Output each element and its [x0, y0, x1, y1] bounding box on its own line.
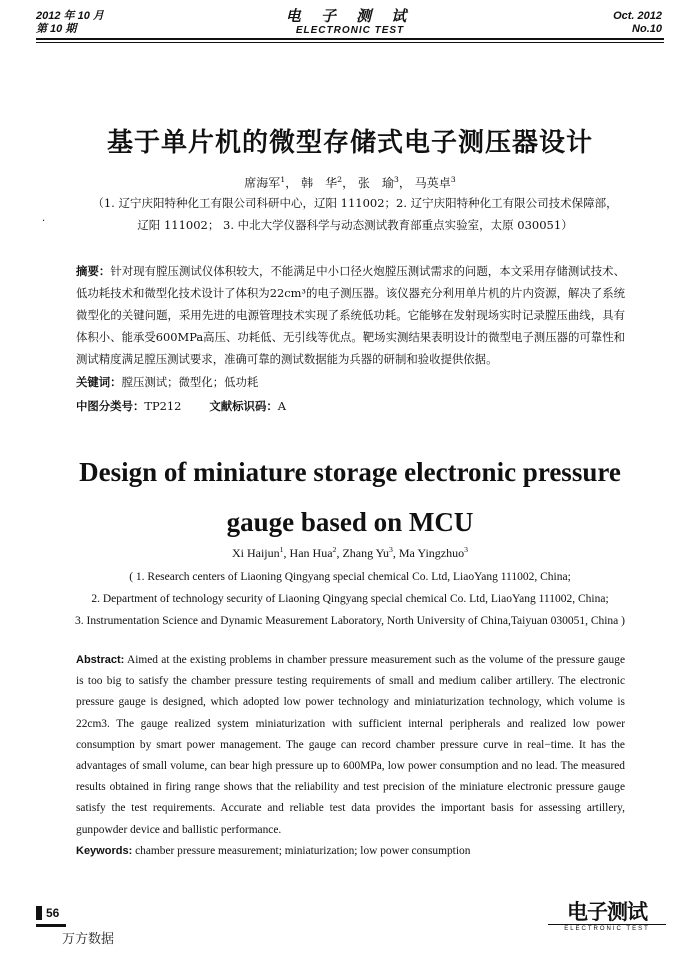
cn-abstract: [76, 260, 625, 370]
header-rule-thin: [36, 42, 664, 43]
en-title: [0, 452, 700, 542]
page-number: 56: [36, 906, 59, 920]
journal-logo-en: ELECTRONIC TEST: [548, 924, 666, 933]
author-sup: 3: [464, 545, 469, 554]
header-date-line: 2012 年 10 月: [36, 10, 104, 22]
en-abstract-text: Aimed at the existing problems in chamber pressure measurement such as the volume of the pressure gauge is too big to satisfy the chamber pressure testing requirements of small and medium caliber artillery. The electronic pressure gauge is designed, which adopted low power technology and miniaturization technology, which volume is 22cm3. The gauge realized system miniaturization with sufficient internal peripherals and realized low power consumption by smart power management. The gauge can record chamber pressure curve in real−time. It has the advantages of small volume, can bear high pressure up to 600MPa, low power consumption and no lead. The measured results obtained in firing range shows that the reliability and test precision of the miniature electronic pressure gauge satisfy the test requirements. Accurate and reliable test data provides the important basis for assessing artillery, gunpowder device and ballistic performance.: [76, 654, 626, 836]
cn-class-value: TP212: [144, 399, 182, 413]
watermark: 万方数据: [62, 932, 115, 947]
cn-doc-value: A: [277, 399, 286, 413]
cn-authors: 席海军$^1$， 韩 华$^2$， 张 瑜$^3$， 马英卓$^3$: [244, 175, 456, 190]
header-issue-line: 第 10 期: [36, 23, 77, 35]
en-title-line: gauge based on MCU: [226, 507, 474, 537]
header-rule-thick: [36, 38, 664, 40]
en-keywords-text: chamber pressure measurement; miniaturization; low power consumption: [135, 845, 471, 857]
cn-keywords-label: 关键词：: [76, 375, 122, 389]
cn-doc-label: 文献标识码：: [209, 399, 278, 413]
en-keywords: [76, 845, 470, 857]
journal-logo: [548, 900, 666, 933]
journal-name: [0, 8, 700, 37]
cn-author: 马英卓: [414, 176, 451, 190]
header-month-en: Oct. 2012: [613, 10, 662, 22]
author-sup: 1: [280, 175, 286, 184]
en-author: Zhang Yu: [342, 546, 389, 560]
author-sup: 3: [388, 545, 393, 554]
author-sup: 3: [393, 175, 399, 184]
cn-author: 席海军: [244, 176, 281, 190]
cn-title: 基于单片机的微型存储式电子测压器设计: [106, 128, 593, 158]
cn-author: 韩 华: [301, 176, 338, 190]
author-sup: 2: [332, 545, 337, 554]
cn-author: 张 瑜: [357, 176, 394, 190]
en-keywords-label: Keywords:: [76, 845, 133, 857]
margin-dot: ·: [42, 216, 46, 227]
cn-class-label: 中图分类号：: [76, 399, 145, 413]
page-number-bar: [36, 924, 66, 927]
cn-keywords-text: 膛压测试；微型化；低功耗: [121, 375, 259, 389]
en-authors: Xi Haijun$^1$, Han Hua$^2$, Zhang Yu$^3$, Ma Yingzhuo$^3$: [231, 545, 469, 560]
journal-name-cn: 电 子 测 试: [285, 8, 415, 25]
header-number-en: No.10: [632, 23, 662, 35]
journal-logo-cn: 电子测试: [567, 900, 647, 924]
en-title-line: Design of miniature storage electronic pressure: [79, 457, 621, 487]
cn-affiliation-line: （1. 辽宁庆阳特种化工有限公司科研中心，辽阳 111002；2. 辽宁庆阳特种化工有限公司技术保障部，: [92, 196, 618, 210]
cn-abstract-label: 摘要：: [76, 264, 111, 278]
cn-keywords: [76, 374, 258, 390]
en-affiliation-line: ( 1. Research centers of Liaoning Qingyang special chemical Co. Ltd, LiaoYang 111002, China;: [129, 571, 571, 583]
journal-name-en: ELECTRONIC TEST: [295, 25, 405, 36]
author-sup: 3: [450, 175, 456, 184]
en-abstract: [76, 650, 625, 841]
cn-abstract-text: 针对现有膛压测试仪体积较大，不能满足中小口径火炮膛压测试需求的问题，本文采用存储测试技术、低功耗技术和微型化技术设计了体积为22cm³的电子测压器。该仪器充分利用单片机的片内资源，解决了系统微型化的关键问题，采用先进的电源管理技术实现了系统低功耗。它能够在发射现场实时记录膛压曲线，具有体积小、能承受600MPa高压、功耗低、无引线等优点。靶场实测结果表明设计的微型电子测压器的可靠性和测试精度满足膛压测试要求，准确可靠的测试数据能为兵器的研制和验收提供依据。: [76, 264, 625, 366]
en-abstract-label: Abstract:: [76, 654, 125, 666]
en-author: Han Hua: [289, 546, 333, 560]
en-author: Ma Yingzhuo: [398, 546, 465, 560]
en-affiliation-line: 2. Department of technology security of Liaoning Qingyang special chemical Co. Ltd, LiaoYang 111002, China;: [91, 593, 609, 605]
en-author: Xi Haijun: [231, 546, 280, 560]
cn-affiliation-line: 辽阳 111002； 3. 中北大学仪器科学与动态测试教育部重点实验室，太原 030051）: [137, 218, 573, 232]
author-sup: 1: [279, 545, 284, 554]
cn-classification: [76, 398, 286, 414]
en-affiliation-line: 3. Instrumentation Science and Dynamic Measurement Laboratory, North University of China,Taiyuan 030051, China ): [75, 615, 625, 627]
author-sup: 2: [337, 175, 343, 184]
header-issue: [613, 10, 662, 36]
